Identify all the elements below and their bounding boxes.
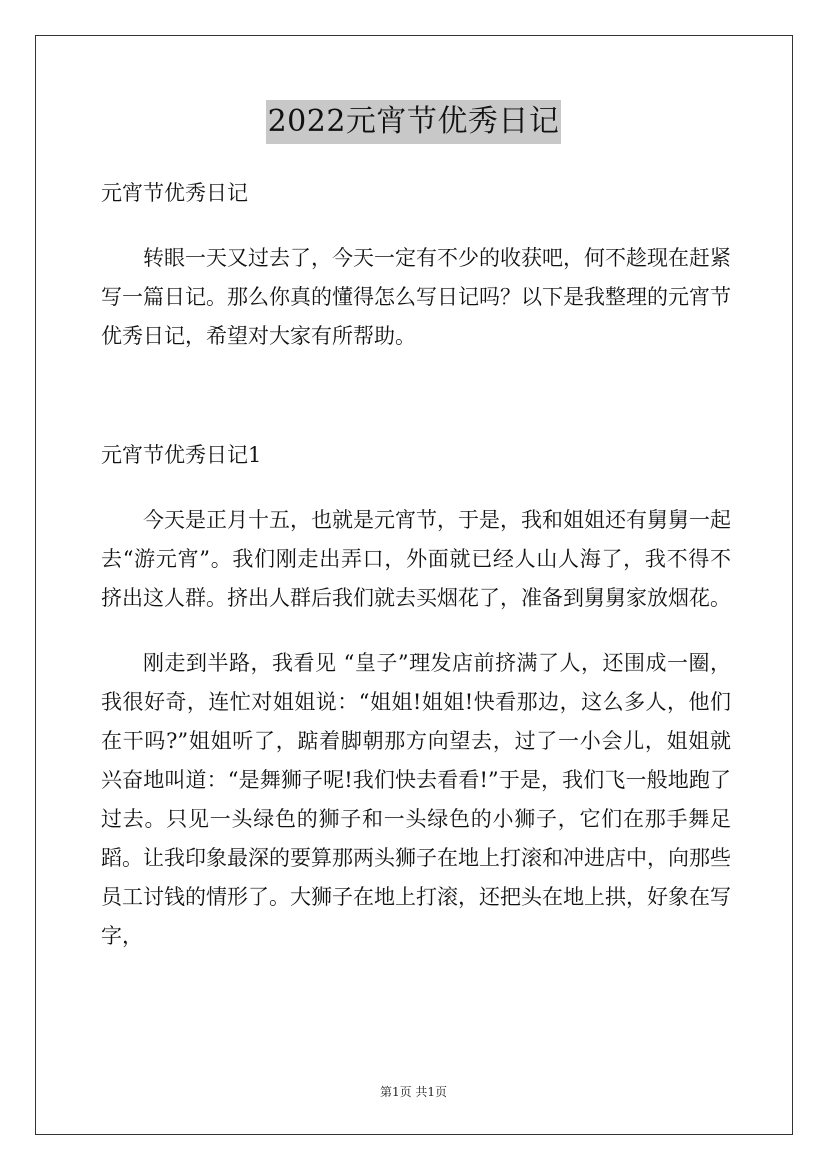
page-footer: 第1页 共1页 <box>379 1085 448 1099</box>
section-heading: 元宵节优秀日记1 <box>101 443 262 467</box>
document-body <box>101 174 731 956</box>
intro-paragraph: 转眼一天又过去了，今天一定有不少的收获吧，何不趁现在赶紧写一篇日记。那么你真的懂得怎么写日记吗？以下是我整理的元宵节优秀日记，希望对大家有所帮助。 <box>101 246 731 348</box>
body-paragraph-2: 刚走到半路，我看见 “皇子”理发店前挤满了人，还围成一圈，我很好奇，连忙对姐姐说：“姐姐!姐姐!快看那边，这么多人，他们在干吗?”姐姐听了，踮着脚朝那方向望去，过了一小会儿，姐姐就兴奋地叫道：“是舞狮子呢!我们快去看看!”于是，我们飞一般地跑了过去。只见一头绿色的狮子和一头绿色的小狮子，它们在那手舞足蹈。让我印象最深的要算那两头狮子在地上打滚和冲进店中，向那些员工讨钱的情形了。大狮子在地上打滚，还把头在地上拱，好象在写字， <box>101 651 731 948</box>
title-container <box>0 100 827 144</box>
body-paragraph-1: 今天是正月十五，也就是元宵节，于是，我和姐姐还有舅舅一起去“游元宵”。我们刚走出弄口，外面就已经人山人海了，我不得不挤出这人群。挤出人群后我们就去买烟花了，准备到舅舅家放烟花。 <box>101 508 731 610</box>
document-title: 2022元宵节优秀日记 <box>266 100 562 144</box>
intro-heading: 元宵节优秀日记 <box>101 181 248 205</box>
